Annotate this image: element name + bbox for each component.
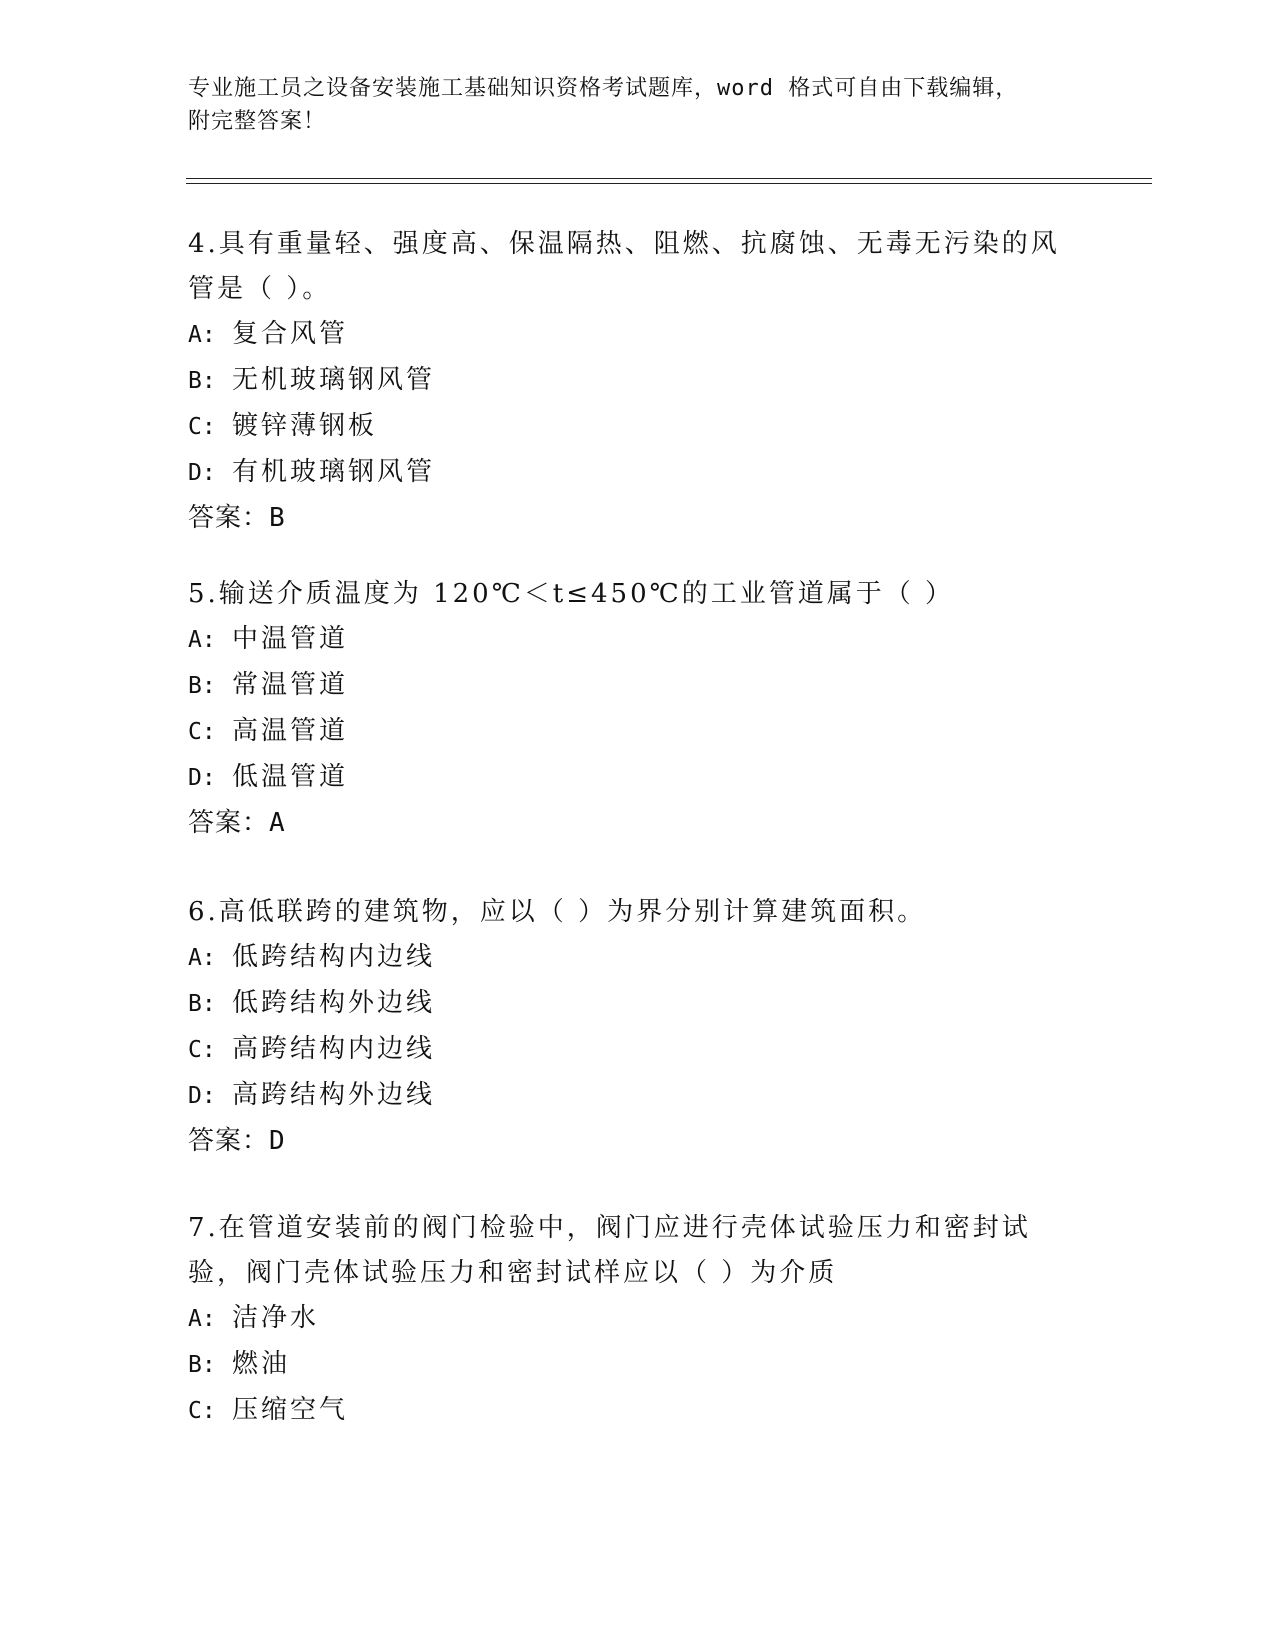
option-a (188, 312, 1068, 358)
option-key: C: (188, 414, 216, 440)
header-divider-top (186, 178, 1152, 179)
option-key: A: (188, 1306, 216, 1332)
document-header (188, 72, 1068, 138)
option-key: B: (188, 673, 216, 699)
question-4 (188, 222, 1068, 541)
option-c (188, 404, 1068, 450)
question-stem: 7.在管道安装前的阀门检验中，阀门应进行壳体试验压力和密封试验，阀门壳体试验压力和密封试样应以（ ）为介质 (188, 1213, 1031, 1288)
option-c (188, 709, 1068, 755)
option-b (188, 981, 1068, 1027)
answer: 答案：B (188, 503, 286, 533)
option-key: A: (188, 945, 216, 971)
option-key: C: (188, 1037, 216, 1063)
option-key: A: (188, 322, 216, 348)
option-text: 镀锌薄钢板 (232, 411, 378, 441)
option-key: B: (188, 368, 216, 394)
option-text: 燃油 (232, 1349, 291, 1379)
header-line-2: 附完整答案！ (188, 109, 327, 134)
option-key: D: (188, 765, 216, 791)
question-5 (188, 572, 1068, 846)
option-text: 低跨结构外边线 (232, 988, 436, 1018)
question-7 (188, 1206, 1068, 1434)
option-key: A: (188, 627, 216, 653)
option-text: 洁净水 (232, 1303, 320, 1333)
option-text: 高跨结构外边线 (232, 1080, 436, 1110)
question-6 (188, 890, 1068, 1164)
option-text: 低跨结构内边线 (232, 942, 436, 972)
option-text: 无机玻璃钢风管 (232, 365, 436, 395)
option-c (188, 1027, 1068, 1073)
option-a (188, 1296, 1068, 1342)
question-stem: 4.具有重量轻、强度高、保温隔热、阻燃、抗腐蚀、无毒无污染的风管是（ ）。 (188, 229, 1060, 304)
option-key: B: (188, 991, 216, 1017)
header-line-1: 专业施工员之设备安装施工基础知识资格考试题库，word 格式可自由下载编辑， (188, 76, 1019, 101)
option-key: D: (188, 1083, 216, 1109)
question-stem: 6.高低联跨的建筑物，应以（ ）为界分别计算建筑面积。 (188, 897, 927, 927)
answer: 答案：D (188, 1126, 286, 1156)
option-text: 高温管道 (232, 716, 349, 746)
option-text: 压缩空气 (232, 1395, 349, 1425)
option-text: 有机玻璃钢风管 (232, 457, 436, 487)
option-d (188, 450, 1068, 496)
option-d (188, 1073, 1068, 1119)
option-c (188, 1388, 1068, 1434)
option-text: 高跨结构内边线 (232, 1034, 436, 1064)
option-a (188, 617, 1068, 663)
option-b (188, 358, 1068, 404)
option-b (188, 1342, 1068, 1388)
option-text: 中温管道 (232, 624, 349, 654)
header-divider-bottom (186, 183, 1152, 184)
option-text: 常温管道 (232, 670, 349, 700)
answer: 答案：A (188, 808, 286, 838)
option-text: 低温管道 (232, 762, 349, 792)
option-a (188, 935, 1068, 981)
option-key: C: (188, 719, 216, 745)
option-key: D: (188, 460, 216, 486)
option-d (188, 755, 1068, 801)
option-text: 复合风管 (232, 319, 349, 349)
option-key: C: (188, 1398, 216, 1424)
question-stem: 5.输送介质温度为 120℃＜t≤450℃的工业管道属于（ ） (188, 579, 954, 609)
option-b (188, 663, 1068, 709)
option-key: B: (188, 1352, 216, 1378)
